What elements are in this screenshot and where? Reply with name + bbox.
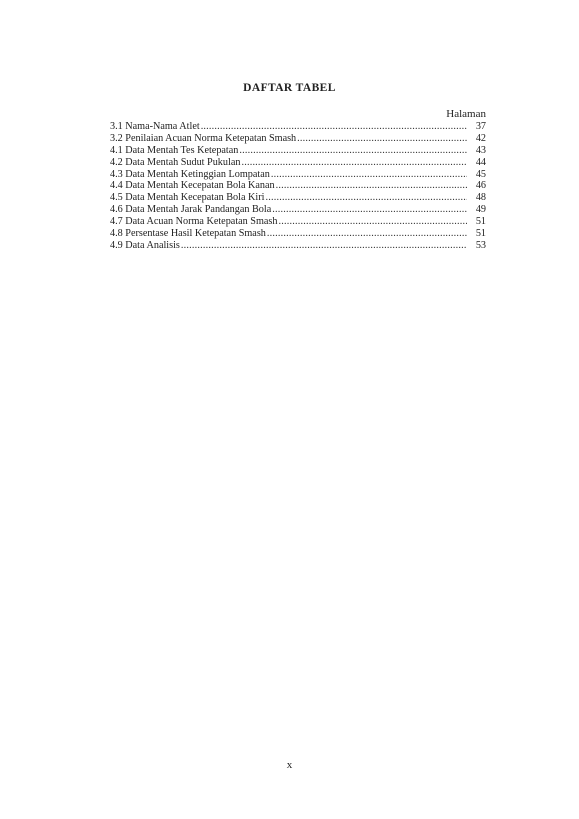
entry-label: 4.2 Data Mentah Sudut Pukulan — [110, 156, 241, 168]
list-item — [110, 192, 486, 204]
entry-page-number: 49 — [475, 204, 486, 216]
list-item — [110, 169, 486, 181]
dot-leader — [265, 192, 467, 204]
dot-leader — [181, 240, 467, 252]
entry-page-number: 43 — [475, 144, 486, 156]
entry-label: 3.1 Nama-Nama Atlet — [110, 121, 200, 132]
list-item — [110, 240, 486, 252]
entry-page-number: 46 — [475, 180, 486, 192]
dot-leader — [271, 169, 467, 181]
dot-leader — [267, 228, 467, 240]
entry-page-number: 45 — [475, 168, 486, 180]
entry-label: 4.6 Data Mentah Jarak Pandangan Bola — [110, 204, 272, 216]
entry-page-number: 48 — [475, 192, 486, 204]
entry-label: 4.9 Data Analisis — [110, 239, 180, 251]
entry-label: 4.3 Data Mentah Ketinggian Lompatan — [110, 168, 270, 180]
entry-page-number: 51 — [475, 216, 486, 228]
dot-leader — [201, 121, 467, 133]
entry-page-number: 51 — [475, 228, 486, 240]
list-item — [110, 228, 486, 240]
dot-leader — [241, 157, 467, 169]
list-item — [110, 157, 486, 169]
page-title: DAFTAR TABEL — [243, 82, 336, 94]
dot-leader — [239, 145, 467, 157]
entry-page-number: 44 — [475, 156, 486, 168]
page-number: x — [286, 759, 293, 771]
entry-page-number: 37 — [475, 121, 486, 132]
entry-label: 4.7 Data Acuan Norma Ketepatan Smash — [110, 216, 278, 228]
entry-label: 4.4 Data Mentah Kecepatan Bola Kanan — [110, 180, 275, 192]
table-list — [110, 121, 486, 252]
entry-page-number: 42 — [475, 132, 486, 144]
list-item — [110, 180, 486, 192]
entry-page-number: 53 — [475, 239, 486, 251]
list-item — [110, 145, 486, 157]
dot-leader — [278, 216, 467, 228]
entry-label: 4.5 Data Mentah Kecepatan Bola Kiri — [110, 192, 265, 204]
entry-label: 3.2 Penilaian Acuan Norma Ketepatan Smash — [110, 132, 297, 144]
entry-label: 4.1 Data Mentah Tes Ketepatan — [110, 144, 239, 156]
list-item — [110, 216, 486, 228]
list-item — [110, 204, 486, 216]
dot-leader — [276, 180, 467, 192]
list-item — [110, 121, 486, 133]
dot-leader — [297, 133, 467, 145]
list-item — [110, 133, 486, 145]
page-column-header: Halaman — [446, 108, 486, 120]
entry-label: 4.8 Persentase Hasil Ketepatan Smash — [110, 228, 266, 240]
dot-leader — [272, 204, 467, 216]
